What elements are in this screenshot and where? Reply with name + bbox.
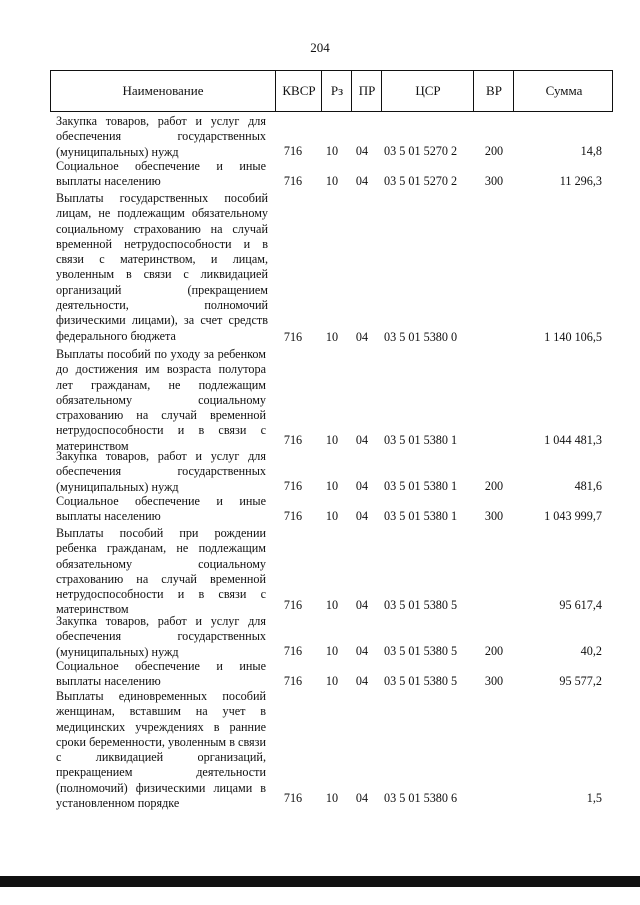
row-sum: 1 044 481,3 [544,433,602,447]
row-rz: 10 [325,479,339,493]
row-csr: 03 5 01 5270 2 [384,174,458,188]
row-rz: 10 [325,174,339,188]
table-header [50,70,613,112]
row-rz: 10 [325,598,339,612]
row-pr: 04 [355,674,369,688]
row-kvsr: 716 [283,479,303,493]
row-name: Закупка товаров, работ и услуг для обеспечения государственных (муниципальных) нужд [56,614,266,659]
row-pr: 04 [355,479,369,493]
row-name: Выплаты пособий при рождении ребенка гражданам, не подлежащим обязательному социальному страхованию на случай временной нетрудоспособности и в связи с материнством [56,526,266,617]
row-kvsr: 716 [283,330,303,344]
row-pr: 04 [355,791,369,805]
row-vr: 300 [484,174,504,188]
row-sum: 95 577,2 [559,674,602,688]
row-kvsr: 716 [283,144,303,158]
row-sum: 481,6 [574,479,602,493]
header-name: Наименование [122,83,204,98]
row-kvsr: 716 [283,433,303,447]
row-name: Социальное обеспечение и иные выплаты населению [56,159,266,189]
row-csr: 03 5 01 5380 5 [384,598,458,612]
row-vr: 200 [484,479,504,493]
row-csr: 03 5 01 5270 2 [384,144,458,158]
header-rz: Рз [321,71,352,111]
row-pr: 04 [355,144,369,158]
row-kvsr: 716 [283,509,303,523]
row-sum: 1 043 999,7 [544,509,602,523]
header-kvsr: КВСР [275,71,322,111]
row-vr: 300 [484,674,504,688]
row-pr: 04 [355,433,369,447]
row-pr: 04 [355,598,369,612]
row-sum: 95 617,4 [559,598,602,612]
row-csr: 03 5 01 5380 1 [384,509,458,523]
row-name: Закупка товаров, работ и услуг для обеспечения государственных (муниципальных) нужд [56,114,266,159]
row-name: Закупка товаров, работ и услуг для обеспечения государственных (муниципальных) нужд [56,449,266,494]
row-csr: 03 5 01 5380 1 [384,433,458,447]
row-pr: 04 [355,174,369,188]
header-pr: ПР [351,71,382,111]
scan-bottom-edge [0,876,640,887]
row-name: Выплаты пособий по уходу за ребенком до достижения им возраста полутора лет гражданам, не подлежащим обязательному социальному страхованию на случай временной нетрудоспособности и в связи с материнством [56,347,266,453]
row-pr: 04 [355,509,369,523]
row-name: Социальное обеспечение и иные выплаты населению [56,659,266,689]
row-rz: 10 [325,644,339,658]
row-csr: 03 5 01 5380 5 [384,674,458,688]
row-sum: 40,2 [580,644,602,658]
row-kvsr: 716 [283,598,303,612]
row-csr: 03 5 01 5380 5 [384,644,458,658]
row-pr: 04 [355,644,369,658]
row-name: Социальное обеспечение и иные выплаты населению [56,494,266,524]
row-sum: 1 140 106,5 [544,330,602,344]
row-kvsr: 716 [283,791,303,805]
row-vr: 200 [484,144,504,158]
row-sum: 14,8 [580,144,602,158]
row-sum: 1,5 [586,791,602,805]
row-rz: 10 [325,330,339,344]
row-rz: 10 [325,144,339,158]
row-vr: 200 [484,644,504,658]
header-sum: Сумма [513,71,614,111]
row-name: Выплаты единовременных пособий женщинам, вставшим на учет в медицинских учреждениях в ранние сроки беременности, уволенным в связи с ликвидацией организаций, прекращением деятельности (полномочий) физическими лицами в установленном порядке [56,689,266,811]
row-csr: 03 5 01 5380 0 [384,330,458,344]
row-rz: 10 [325,509,339,523]
row-rz: 10 [325,674,339,688]
row-csr: 03 5 01 5380 6 [384,791,458,805]
row-rz: 10 [325,433,339,447]
header-csr: ЦСР [381,71,474,111]
row-rz: 10 [325,791,339,805]
row-vr: 300 [484,509,504,523]
row-csr: 03 5 01 5380 1 [384,479,458,493]
row-pr: 04 [355,330,369,344]
row-kvsr: 716 [283,674,303,688]
row-kvsr: 716 [283,174,303,188]
row-sum: 11 296,3 [559,174,602,188]
row-kvsr: 716 [283,644,303,658]
page-number: 204 [310,40,330,55]
header-vr: ВР [473,71,514,111]
row-name: Выплаты государственных пособий лицам, не подлежащим обязательному социальному страхованию на случай временной нетрудоспособности и в связи с материнством, и лицам, уволенным в связи с ликвидацией организаций (прекращением деятельности, полномочий физическими лицами), за счет средств федерального бюджета [56,191,268,343]
